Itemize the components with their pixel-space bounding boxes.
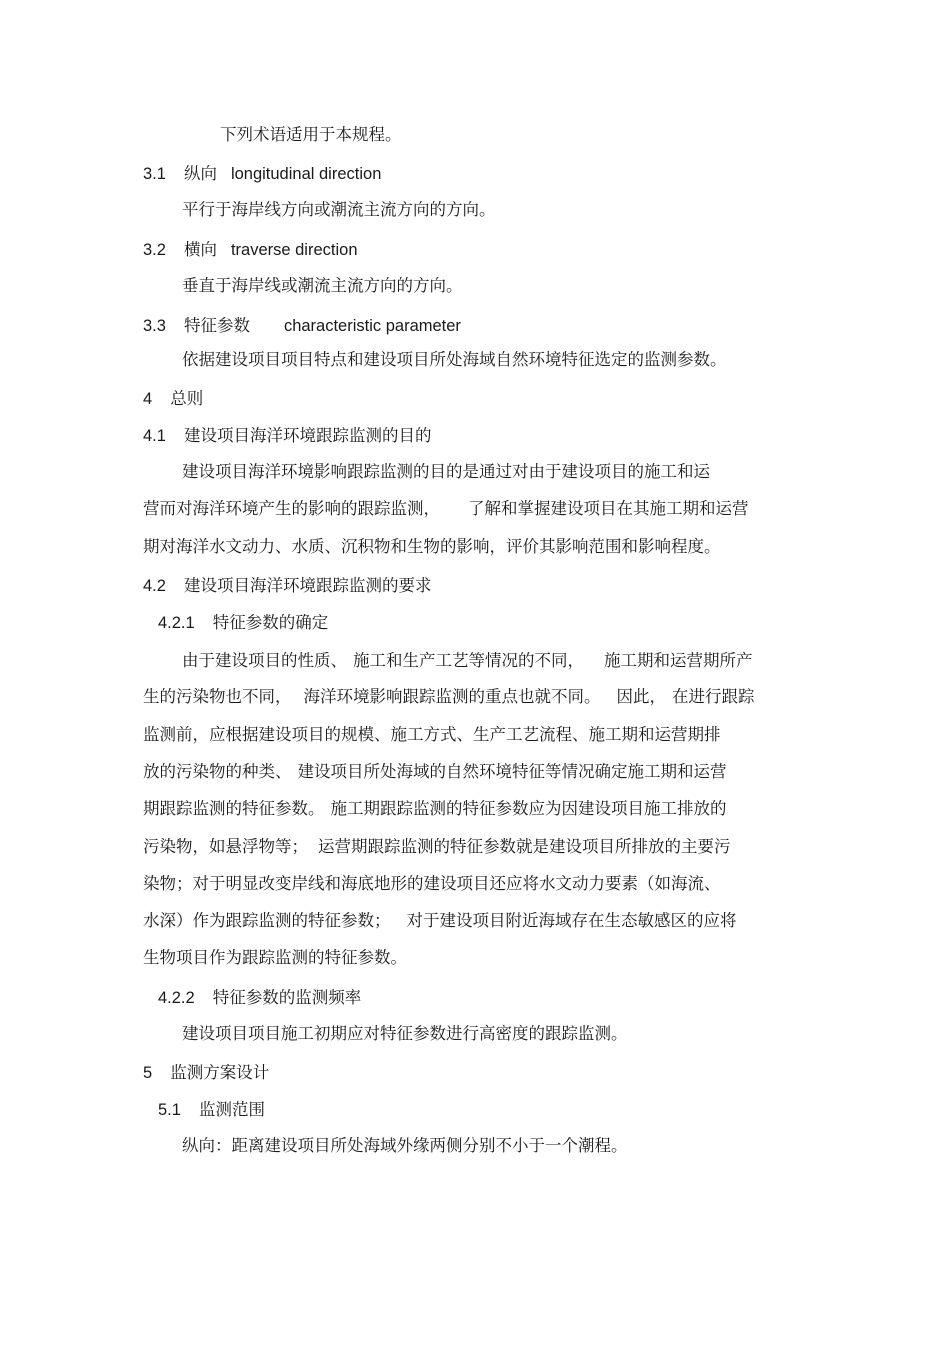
paragraph-line: 期对海洋水文动力、水质、沉积物和生物的影响，评价其影响范围和影响程度。 bbox=[143, 537, 721, 556]
section-5-1-heading bbox=[158, 1099, 265, 1121]
paragraph-line bbox=[182, 650, 753, 672]
paragraph-line bbox=[143, 910, 737, 932]
section-number: 4.2 bbox=[143, 577, 166, 595]
term-zh: 特征参数 bbox=[183, 316, 250, 335]
paragraph-line bbox=[143, 761, 727, 783]
text-segment: 营而对海洋环境产生的影响的跟踪监测， bbox=[143, 499, 440, 518]
text-segment: 对于建设项目附近海域存在生态敏感区的应将 bbox=[406, 911, 737, 930]
paragraph-line: 建设项目项目施工初期应对特征参数进行高密度的跟踪监测。 bbox=[182, 1024, 628, 1043]
text-segment: 施工期跟踪监测的特征参数应为因建设项目施工排放的 bbox=[330, 799, 727, 818]
text-segment: 海洋环境影响跟踪监测的重点也就不同。 bbox=[303, 687, 601, 706]
section-number: 3.2 bbox=[143, 241, 166, 259]
paragraph-line bbox=[143, 836, 731, 858]
text-segment: 水深）作为跟踪监测的特征参数； bbox=[143, 911, 391, 930]
text-segment: 运营期跟踪监测的特征参数就是建设项目所排放的主要污 bbox=[318, 837, 731, 856]
section-title: 建设项目海洋环境跟踪监测的目的 bbox=[183, 426, 432, 445]
section-title: 监测范围 bbox=[198, 1100, 265, 1119]
text-segment: 期跟踪监测的特征参数。 bbox=[143, 799, 325, 818]
text-segment: 放的污染物的种类、 bbox=[143, 762, 292, 781]
paragraph-line: 建设项目海洋环境影响跟踪监测的目的是通过对由于建设项目的施工和运 bbox=[182, 462, 710, 481]
text-segment: 由于建设项目的性质、 bbox=[182, 651, 347, 670]
section-4-heading bbox=[143, 388, 203, 410]
section-number: 5.1 bbox=[158, 1101, 181, 1119]
text-segment: 污染物，如悬浮物等； bbox=[143, 837, 308, 856]
section-number: 4.1 bbox=[143, 427, 166, 445]
section-title: 监测方案设计 bbox=[170, 1063, 270, 1082]
term-3-1-heading bbox=[143, 163, 381, 185]
text-segment: 建设项目所处海域的自然环境特征等情况确定施工期和运营 bbox=[297, 762, 727, 781]
term-en: longitudinal direction bbox=[230, 165, 382, 183]
section-4-2-1-heading bbox=[158, 612, 328, 634]
section-4-2-2-heading bbox=[158, 987, 361, 1009]
term-zh: 横向 bbox=[183, 240, 217, 259]
section-title: 特征参数的监测频率 bbox=[212, 988, 362, 1007]
section-number: 4.2.2 bbox=[158, 989, 195, 1007]
text-segment: 了解和掌握建设项目在其施工期和运营 bbox=[468, 499, 749, 518]
term-en: traverse direction bbox=[230, 241, 358, 259]
paragraph-line: 染物；对于明显改变岸线和海底地形的建设项目还应将水文动力要素（如海流、 bbox=[143, 874, 721, 893]
term-3-3-heading bbox=[143, 315, 461, 337]
section-number: 5 bbox=[143, 1064, 153, 1082]
section-4-2-heading bbox=[143, 575, 431, 597]
text-segment: 在进行跟踪 bbox=[672, 687, 755, 706]
term-zh: 纵向 bbox=[183, 164, 217, 183]
term-3-3-definition: 依据建设项目项目特点和建设项目所处海域自然环境特征选定的监测参数。 bbox=[182, 350, 727, 369]
intro-text: 下列术语适用于本规程。 bbox=[220, 125, 402, 144]
text-segment: 施工期和运营期所产 bbox=[604, 651, 753, 670]
term-3-1-definition: 平行于海岸线方向或潮流主流方向的方向。 bbox=[182, 200, 496, 219]
text-segment: 施工和生产工艺等情况的不同， bbox=[353, 651, 584, 670]
paragraph-line bbox=[143, 686, 755, 708]
paragraph-line bbox=[143, 498, 749, 520]
term-3-2-heading bbox=[143, 239, 358, 261]
text-segment: 生的污染物也不同， bbox=[143, 687, 292, 706]
section-title: 建设项目海洋环境跟踪监测的要求 bbox=[183, 576, 432, 595]
section-title: 总则 bbox=[170, 389, 204, 408]
section-number: 3.3 bbox=[143, 317, 166, 335]
section-4-1-heading bbox=[143, 425, 431, 447]
section-number: 3.1 bbox=[143, 165, 166, 183]
paragraph-line: 监测前，应根据建设项目的规模、施工方式、生产工艺流程、施工期和运营期排 bbox=[143, 725, 721, 744]
text-segment: 因此， bbox=[616, 687, 666, 706]
paragraph-line bbox=[143, 798, 727, 820]
section-number: 4 bbox=[143, 390, 153, 408]
paragraph-line: 生物项目作为跟踪监测的特征参数。 bbox=[143, 948, 407, 967]
paragraph-line: 纵向：距离建设项目所处海域外缘两侧分别不小于一个潮程。 bbox=[182, 1136, 628, 1155]
section-5-heading bbox=[143, 1062, 269, 1084]
section-number: 4.2.1 bbox=[158, 614, 195, 632]
term-en: characteristic parameter bbox=[283, 317, 461, 335]
section-title: 特征参数的确定 bbox=[212, 613, 329, 632]
term-3-2-definition: 垂直于海岸线或潮流主流方向的方向。 bbox=[182, 276, 463, 295]
